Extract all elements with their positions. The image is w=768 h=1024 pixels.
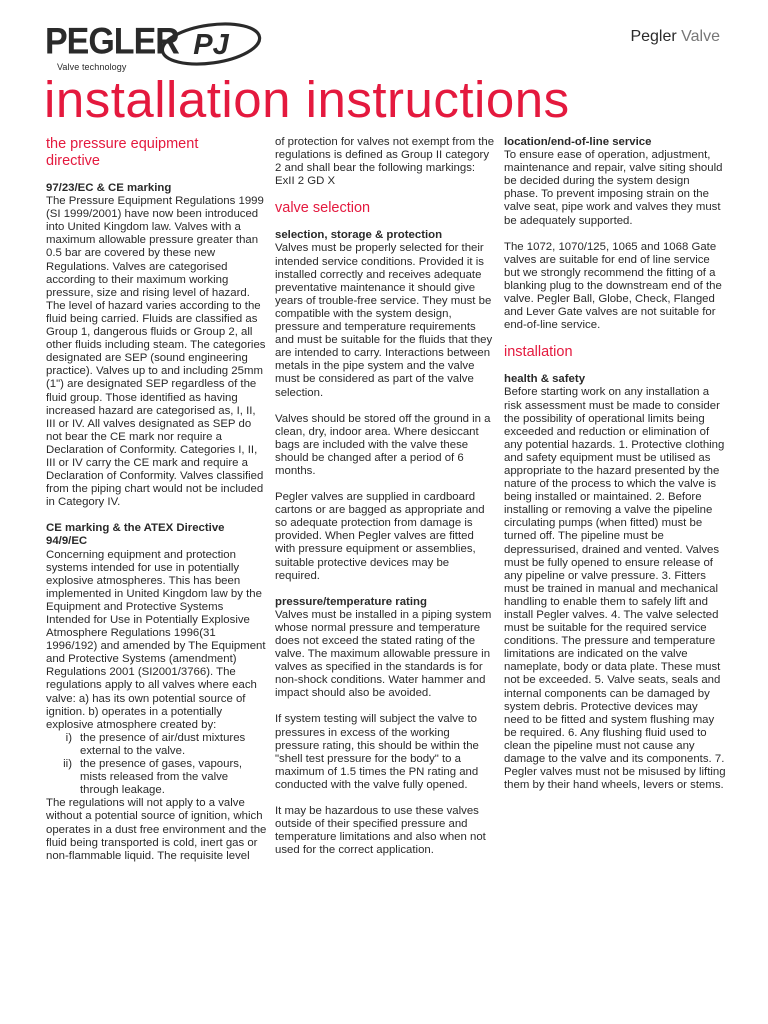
product-type: Valve [681,28,720,45]
logo-emblem-letters: PJ [193,29,229,61]
product-brand: Pegler [630,28,677,45]
list-item-text: the presence of gases, vapours, mists released from the valve through leakage. [80,758,243,797]
paragraph-rating: Valves must be installed in a piping system whose normal pressure and temperature does not exceed the stated rating of the valve. The maximum allowable pressure in valves as specified in the standards is for non-shock conditions. Water hammer and impact should also be avoided. [275,608,492,700]
list-item-number: i) [65,731,72,744]
column-2 [275,136,497,857]
logo-emblem-icon [159,22,263,66]
product-line [630,28,720,46]
pegler-logo [45,20,229,72]
list-item [46,758,268,797]
subheading-selection-storage: selection, storage & protection [275,229,443,242]
column-1 [46,136,268,863]
subheading-health-safety: health & safety [504,373,586,386]
paragraph-protection-level: of protection for valves not exempt from the regulations is defined as Group II category 2 and shall bear the following markings: ExII 2 GD X [275,136,495,188]
paragraph-system-testing: If system testing will subject the valve to pressures in excess of the working pressure rating, this should be within the "shell test pressure for the body" to a maximum of 1.5 times the PN rating and conducted with the valve fully opened. [275,713,479,791]
list-item-text: the presence of air/dust mixtures external to the valve. [80,731,246,757]
paragraph-hazard: It may be hazardous to use these valves outside of their specified pressure and temperature limitations and also when not used for the correct application. [275,805,486,857]
section-heading-installation: installation [504,344,573,361]
paragraph-storage: Valves should be stored off the ground in a clean, dry, indoor area. Where desiccant bags are included with the valve these should be changed after a period of 6 months. [275,412,491,477]
paragraph-location: To ensure ease of operation, adjustment, maintenance and repair, valve siting should be decided during the system design phase. To prevent imposing strain on the valve seat, pipe work and valves they must be adequately supported. [504,149,723,227]
subheading-atex-directive: CE marking & the ATEX Directive 94/9/EC [46,522,225,548]
document-title: installation instructions [44,71,570,128]
paragraph-atex-tail: The regulations will not apply to a valve without a potential source of ignition, which operates in a dust free environment and the fluid being transported is cold, inert gas or non-flammable liquid. The requisite level [46,797,267,862]
paragraph-end-of-line: The 1072, 1070/125, 1065 and 1068 Gate valves are suitable for end of line service but we strongly recommend the fitting of a blanking plug to the downstream end of the valve. Pegler Ball, Globe, Check, Flanged and Lever Gate valves are not suitable for end-of-line service. [504,240,722,332]
logo-tagline: Valve technology [57,62,127,72]
column-3 [504,136,726,792]
subheading-ce-marking: 97/23/EC & CE marking [46,182,172,194]
paragraph-selection: Valves must be properly selected for their intended service conditions. Provided it is installed correctly and receives adequate preventative maintenance it should give years of trouble-free service. They must be compatible with the system design, pressure and temperature requirements and must be suitable for the fluids that they are intended to carry. Interactions between metals in the pipe system and the valve must be considered as part of the valve selection. [275,242,493,399]
list-item [46,732,268,758]
subheading-location: location/end-of-line service [504,136,652,148]
subheading-pressure-rating: pressure/temperature rating [275,595,427,608]
logo-wordmark: PEGLER [45,21,179,63]
paragraph-atex: Concerning equipment and protection systems intended for use in potentially explosive atmospheres. This has been implemented in United Kingdom law by the Equipment and Protective Systems Intended for Use in Potentially Explosive Atmosphere Regulations 1996(31 1996/192) and amended by The Equipment and Protective Systems (amendment) Regulations 2001 (SI2001/3766). The regulations apply to all valves where each valve: a) has its own potential source of ignition. b) operates in a potentially explosive atmosphere created by: [46,548,266,731]
list-item-number: ii) [63,758,72,771]
page-header [0,0,768,130]
section-heading-valve-selection: valve selection [275,200,371,217]
section-heading-pressure-equipment: the pressure equipment directive [46,136,199,169]
paragraph-health-safety: Before starting work on any installation a risk assessment must be made to consider the possibility of operational limits being exceeded and reduction or elimination of any potential hazards. 1. Protective clothing and safety equipment must be utilised as appropriate to the hazard presented by the nature of the process to which the valve is being installed or maintained. 2. Before installing or removing a valve the pipeline circulating pumps (when fitted) must be turned off. The pipeline must be depressurised, drained and vented. Valves must be fully opened to ensure release of any pipeline or valve pressure. 3. Fitters must be trained in manual and mechanical handling to enable them to safely lift and install Pegler valves. 4. The valve selected must be suitable for the required service conditions. The pressure and temperature limitations are indicated on the valve nameplate, body or data plate. These must not be exceeded. 5. Valve seats, seals and internal components can be damaged by system debris. Protective devices may need to be fitted and system flushing may be required. 6. Any flushing fluid used to clean the pipeline must not cause any damage to the valve and its components. 7. Pegler valves must not be misused by lifting them by their hand wheels, levers or stems. [504,386,726,792]
paragraph-pressure-regulations: The Pressure Equipment Regulations 1999 (SI 1999/2001) have now been introduced into United Kingdom law. Valves with a maximum allowable pressure greater than 0.5 bar are covered by these new Regulations. Valves are categorised according to their maximum working pressure, size and rising level of hazard. The level of hazard varies according to the fluid being carried. Fluids are classified as Group 1, dangerous fluids or Group 2, all other fluids including steam. The categories designated are SEP (sound engineering practice). Valves up to and including 25mm (1") are designated SEP regardless of the fluid group. Those identified as having increased hazard are categorised as, I, II, III or IV. All valves designated as SEP do not bear the CE mark nor require a Declaration of Conformity. Categories I, II, III or IV carry the CE mark and require a Declaration of Conformity. Valves classified from the piping chart would not be included in Category IV. [46,195,266,509]
paragraph-packaging: Pegler valves are supplied in cardboard cartons or are bagged as appropriate and so adequate protection from damage is provided. When Pegler valves are fitted with pressure equipment or assemblies, suitable protective devices may be required. [275,491,485,582]
